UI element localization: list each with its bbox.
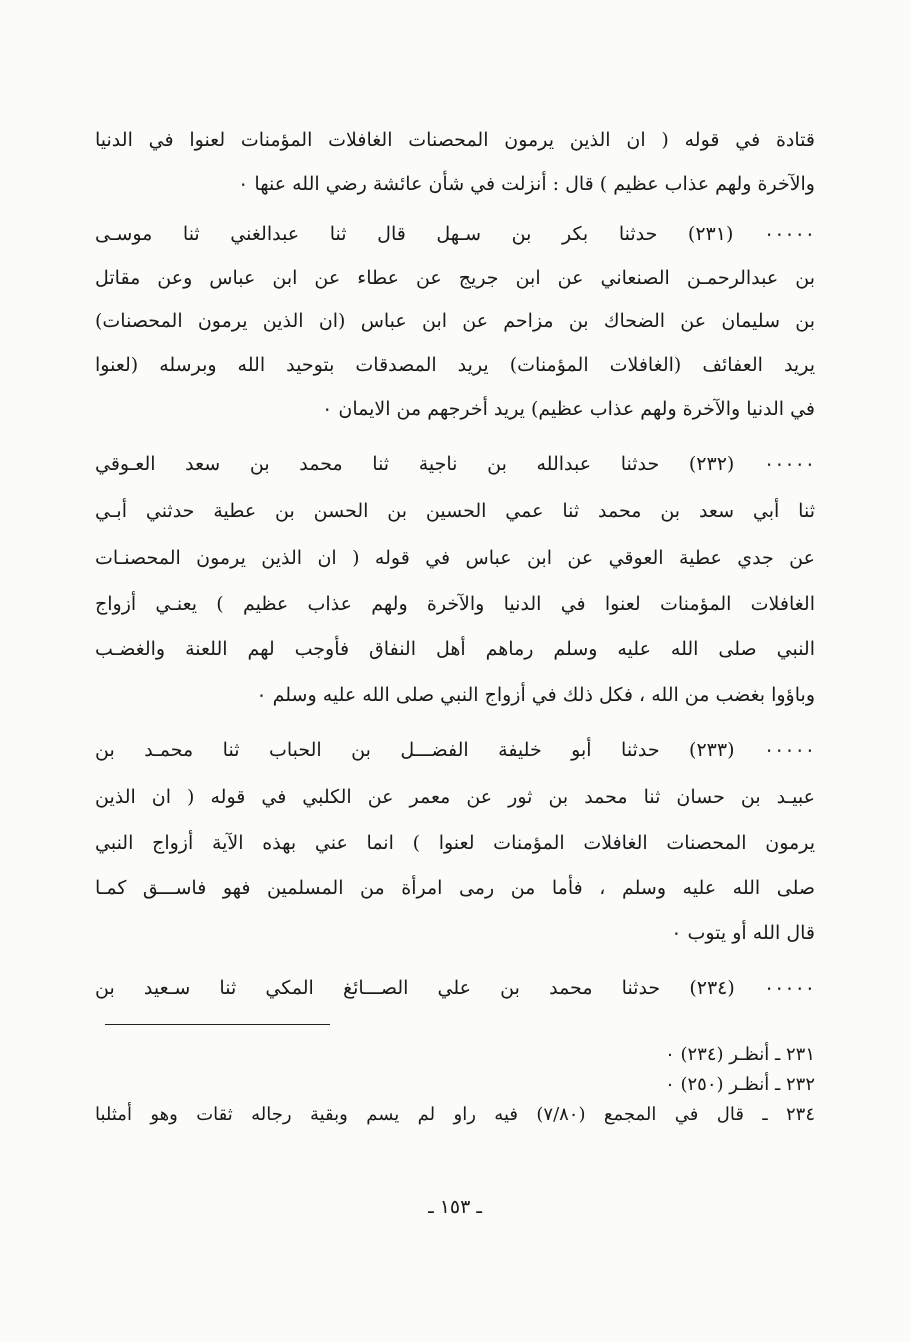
text-line: بن سليمان عن الضحاك بن مزاحم عن ابن عباس (ان الذين يرمون المحصنات) xyxy=(95,310,815,332)
text-line: يرمون المحصنات الغافلات المؤمنات لعنوا ) انما عني بهذه الآية أزواج النبي xyxy=(95,832,816,854)
text-line: قال الله أو يتوب ٠ xyxy=(671,922,815,944)
text-line: وباؤوا بغضب من الله ، فكل ذلك في أزواج النبي صلى الله عليه وسلم ٠ xyxy=(256,684,815,706)
text-line: والآخرة ولهم عذاب عظيم ) قال : أنزلت في شأن عائشة رضي الله عنها ٠ xyxy=(238,173,815,195)
text-line: ٠٠٠٠٠ (٢٣٣) حدثنا أبو خليفة الفضـــل بن الحباب ثنا محمـد بن xyxy=(95,739,815,761)
text-line: عبيـد بن حسان ثنا محمد بن ثور عن معمر عن الكلبي في قوله ( ان الذين xyxy=(95,786,815,808)
footnote-divider xyxy=(105,1024,330,1025)
text-line: الغافلات المؤمنات لعنوا في الدنيا والآخرة ولهم عذاب عظيم ) يعنـي أزواج xyxy=(95,593,815,615)
text-line: في الدنيا والآخرة ولهم عذاب عظيم) يريد أخرجهم من الايمان ٠ xyxy=(322,398,815,420)
text-line: ٠٠٠٠٠ (٢٣٤) حدثنا محمد بن علي الصـــائغ المكي ثنا سـعيد بن xyxy=(95,977,815,999)
footnote: ٢٣٢ ـ أنظـر (٢٥٠) ٠ xyxy=(665,1074,815,1095)
text-line: ثنا أبي سعد بن محمد ثنا عمي الحسين بن الحسن بن عطية حدثني أبـي xyxy=(95,500,815,522)
footnote: ٢٣٤ ـ قال في المجمع (٧/٨٠) فيه راو لم يسم وبقية رجاله ثقات وهو أمثلبا xyxy=(95,1104,816,1125)
text-line: يريد العفائف (الغافلات المؤمنات) يريد المصدقات بتوحيد الله وبرسله (لعنوا xyxy=(95,354,815,376)
text-line: بن عبدالرحمـن الصنعاني عن ابن جريج عن عطاء عن ابن عباس وعن مقاتل xyxy=(95,267,815,289)
footnote: ٢٣١ ـ أنظـر (٢٣٤) ٠ xyxy=(665,1044,815,1065)
page-number: ـ ١٥٣ ـ xyxy=(428,1196,482,1218)
text-line: ٠٠٠٠٠ (٢٣١) حدثنا بكر بن سـهل قال ثنا عبدالغني ثنا موسـى xyxy=(95,223,816,245)
text-line: النبي صلى الله عليه وسلم رماهم أهل النفاق فأوجب لهم اللعنة والغضـب xyxy=(95,638,815,660)
text-line: ٠٠٠٠٠ (٢٣٢) حدثنا عبدالله بن ناجية ثنا محمد بن سعد العـوقي xyxy=(95,453,816,475)
text-line: قتادة في قوله ( ان الذين يرمون المحصنات الغافلات المؤمنات لعنوا في الدنيا xyxy=(95,129,815,151)
text-line: عن جدي عطية العوقي عن ابن عباس في قوله ( ان الذين يرمون المحصنـات xyxy=(95,547,815,569)
text-line: صلى الله عليه وسلم ، فأما من رمى امرأة من المسلمين فهو فاســـق كمـا xyxy=(95,877,815,899)
